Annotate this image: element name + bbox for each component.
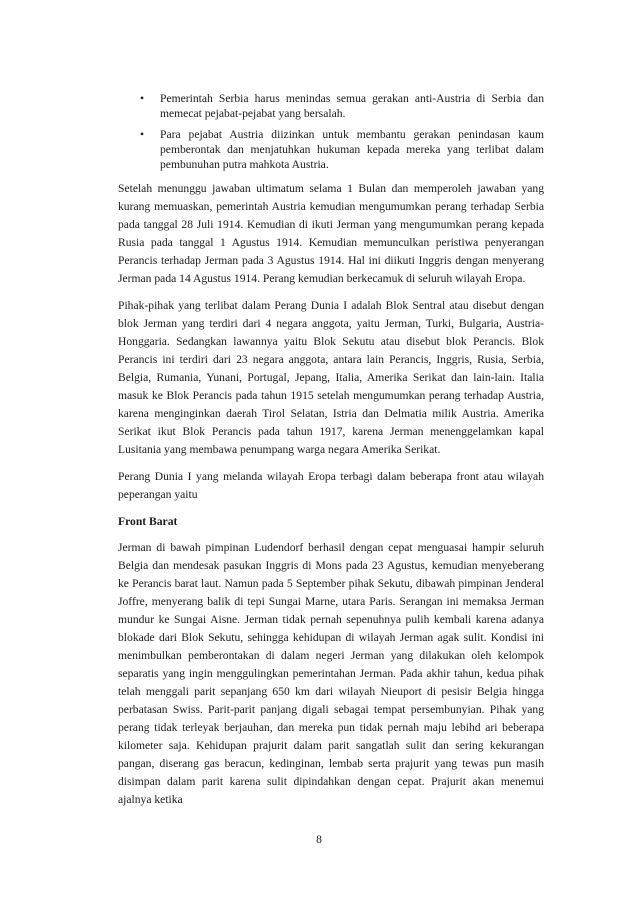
- paragraph: Setelah menunggu jawaban ultimatum selama 1 Bulan dan memperoleh jawaban yang kurang memuaskan, pemerintah Austria kemudian mengumumkan perang terhadap Serbia pada tanggal 28 Juli 1914. Kemudian di ikuti Jerman yang mengumumkan perang kepada Rusia pada tanggal 1 Agustus 1914. Kemudian memunculkan peristiwa penyerangan Perancis terhadap Jerman pada 3 Agustus 1914. Hal ini diikuti Inggris dengan menyerang Jerman pada 14 Agustus 1914. Perang kemudian berkecamuk di seluruh wilayah Eropa.: [118, 182, 544, 285]
- bullet-list: [118, 91, 544, 172]
- bullet-icon: •: [140, 128, 145, 141]
- section-heading: Front Barat: [118, 515, 178, 528]
- paragraph: Pihak-pihak yang terlibat dalam Perang Dunia I adalah Blok Sentral atau disebut dengan blok Jerman yang terdiri dari 4 negara anggota, yaitu Jerman, Turki, Bulgaria, Austria-Honggaria. Sedangkan lawannya yaitu Blok Sekutu atau disebut blok Perancis. Blok Perancis ini terdiri dari 23 negara anggota, antara lain Perancis, Inggris, Rusia, Serbia, Belgia, Rumania, Yunani, Portugal, Jepang, Italia, Amerika Serikat dan lain-lain. Italia masuk ke Blok Perancis pada tahun 1915 setelah mengumumkan perang terhadap Austria, karena menginginkan daerah Tirol Selatan, Istria dan Delmatia milik Austria. Amerika Serikat ikut Blok Perancis pada tahun 1917, karena Jerman menenggelamkan kapal Lusitania yang membawa penumpang warga negara Amerika Serikat.: [118, 299, 544, 456]
- bullet-item: [118, 127, 544, 172]
- section-paragraph: Jerman di bawah pimpinan Ludendorf berhasil dengan cepat menguasai hampir seluruh Belgia dan mendesak pasukan Inggris di Mons pada 23 Agustus, kemudian menyeberang ke Perancis barat laut. Namun pada 5 September pihak Sekutu, dibawah pimpinan Jenderal Joffre, menyerang balik di tepi Sungai Marne, utara Paris. Serangan ini memaksa Jerman mundur ke Sungai Aisne. Jerman tidak pernah sepenuhnya pulih kembali karena adanya blokade dari Blok Sekutu, sehingga kehidupan di wilayah Jerman agak sulit. Kondisi ini menimbulkan pemberontakan di dalam negeri Jerman yang dilakukan oleh kelompok separatis yang ingin menggulingkan pemerintahan Jerman. Pada akhir tahun, kedua pihak telah menggali parit sepanjang 650 km dari wilayah Nieuport di pesisir Belgia hingga perbatasan Swiss. Parit-parit panjang digali sebagai tempat persembunyian. Pihak yang perang tidak terleyak berjauhan, dan mereka pun tidak pernah maju lebihd ari beberapa kilometer saja. Kehidupan prajurit dalam parit sangatlah sulit dan sering kekurangan pangan, diserang gas beracun, kedinginan, lembab serta prajurit yang tewas pun masih disimpan dalam parit karena sulit dipindahkan dengan cepat. Prajurit akan menemui ajalnya ketika: [118, 541, 544, 806]
- paragraph: Perang Dunia I yang melanda wilayah Eropa terbagi dalam beberapa front atau wilayah peperangan yaitu: [118, 470, 544, 501]
- page-content: [118, 91, 544, 818]
- bullet-item: [118, 91, 544, 121]
- bullet-icon: •: [140, 92, 145, 105]
- bullet-text: Para pejabat Austria diizinkan untuk membantu gerakan penindasan kaum pemberontak dan menjatuhkan hukuman kepada mereka yang terlibat dalam pembunuhan putra mahkota Austria.: [160, 128, 544, 171]
- page-number: 8: [316, 833, 322, 846]
- bullet-text: Pemerintah Serbia harus menindas semua gerakan anti-Austria di Serbia dan memecat pejabat-pejabat yang bersalah.: [160, 92, 544, 120]
